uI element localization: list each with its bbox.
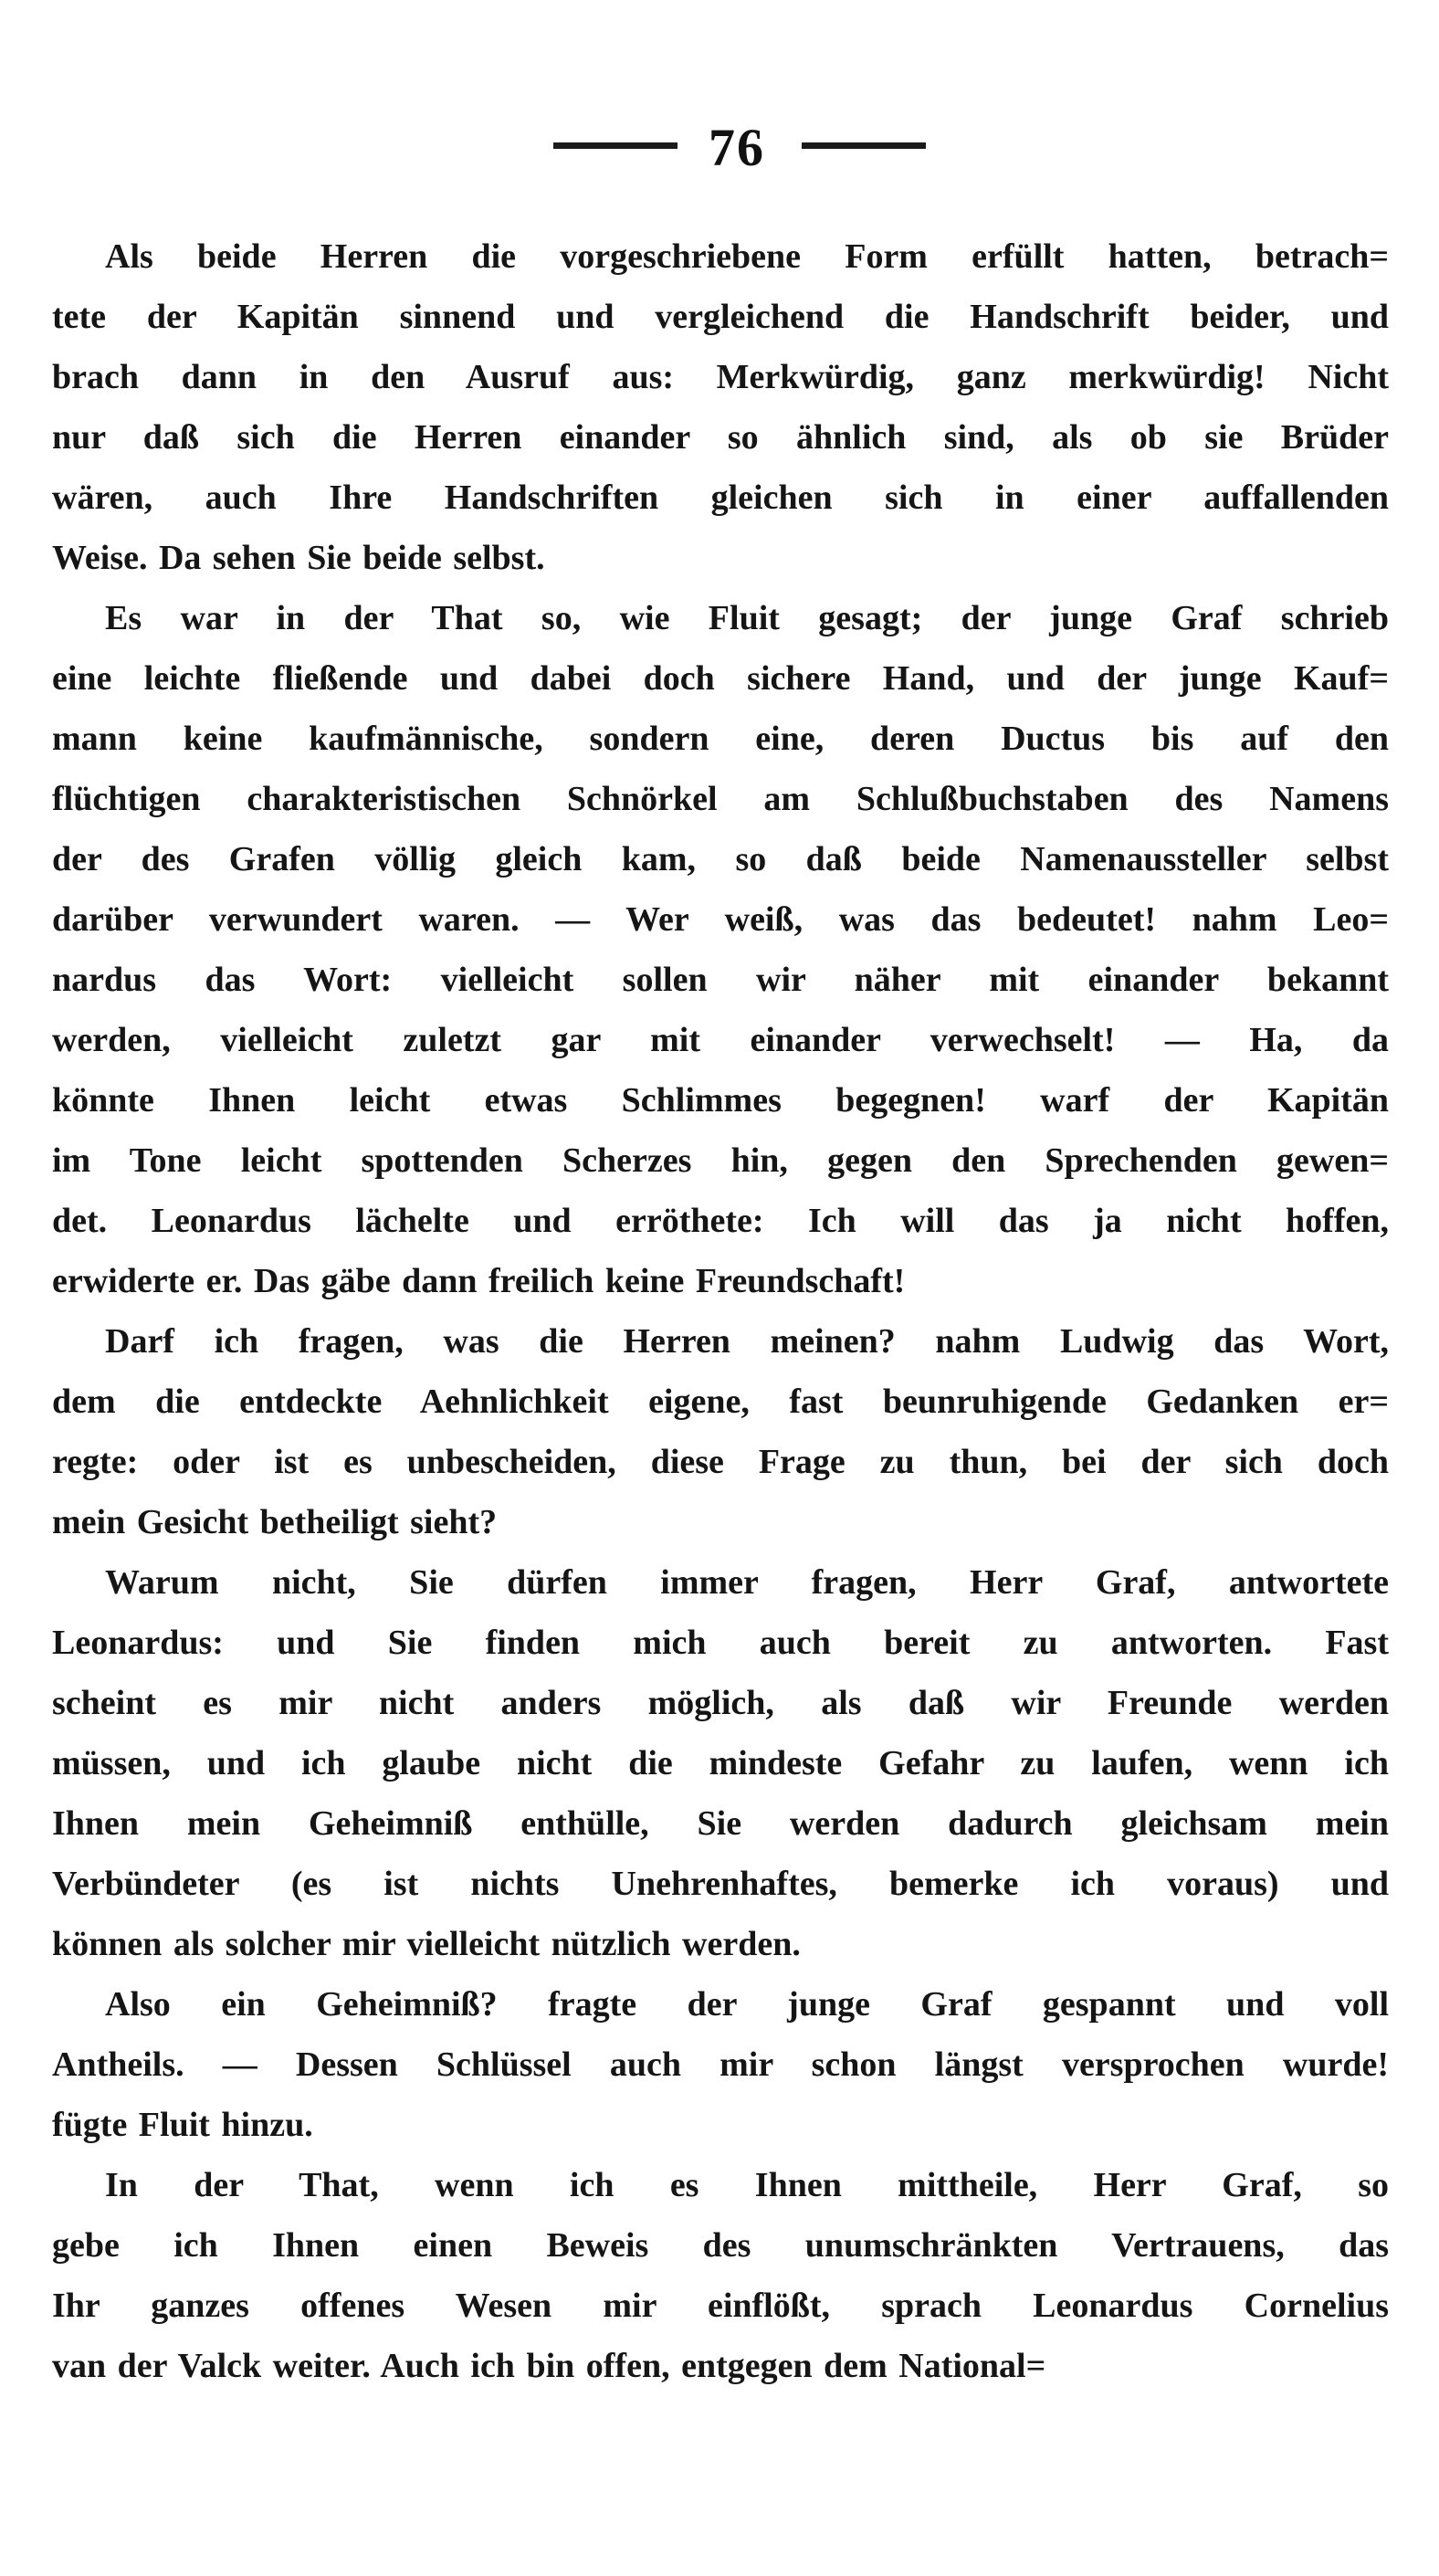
text-line: können als solcher mir vielleicht nützlich werden. — [52, 1925, 801, 1963]
text-line: darüber verwundert waren. — Wer weiß, was das bedeutet! nahm Leo= — [52, 900, 1389, 939]
text-line: nardus das Wort: vielleicht sollen wir näher mit einander bekannt — [52, 961, 1389, 999]
text-line: werden, vielleicht zuletzt gar mit einander verwechselt! — Ha, da — [52, 1021, 1389, 1059]
text-line: mann keine kaufmännische, sondern eine, deren Ductus bis auf den — [52, 720, 1389, 758]
text-line: Also ein Geheimniß? fragte der junge Graf gespannt und voll — [105, 1985, 1389, 2024]
paragraph — [52, 1552, 1389, 1974]
paragraph — [52, 226, 1389, 588]
header-rule-right — [802, 142, 926, 149]
text-line: dem die entdeckte Aehnlichkeit eigene, fast beunruhigende Gedanken er= — [52, 1383, 1389, 1421]
text-line: müssen, und ich glaube nicht die mindeste Gefahr zu laufen, wenn ich — [52, 1744, 1389, 1782]
text-line: brach dann in den Ausruf aus: Merkwürdig, ganz merkwürdig! Nicht — [52, 358, 1389, 396]
text-line: Warum nicht, Sie dürfen immer fragen, Herr Graf, antwortete — [105, 1563, 1389, 1602]
text-block — [52, 226, 1389, 2396]
text-line: Weise. Da sehen Sie beide selbst. — [52, 539, 545, 577]
text-line: regte: oder ist es unbescheiden, diese Frage zu thun, bei der sich doch — [52, 1443, 1389, 1481]
paragraph — [52, 588, 1389, 1311]
text-line: Ihr ganzes offenes Wesen mir einflößt, sprach Leonardus Cornelius — [52, 2287, 1389, 2325]
paragraph — [52, 1311, 1389, 1552]
running-head — [20, 117, 1439, 178]
text-line: Antheils. — Dessen Schlüssel auch mir schon längst versprochen wurde! — [52, 2045, 1389, 2084]
text-line: könnte Ihnen leicht etwas Schlimmes begegnen! warf der Kapitän — [52, 1081, 1389, 1120]
text-line: Es war in der That so, wie Fluit gesagt; der junge Graf schrieb — [105, 599, 1389, 637]
text-line: van der Valck weiter. Auch ich bin offen, entgegen dem National= — [52, 2347, 1046, 2385]
page-number: 76 — [709, 118, 765, 177]
text-line: det. Leonardus lächelte und erröthete: Ich will das ja nicht hoffen, — [52, 1202, 1389, 1240]
text-line: Als beide Herren die vorgeschriebene Form erfüllt hatten, betrach= — [105, 237, 1389, 276]
text-line: gebe ich Ihnen einen Beweis des unumschränkten Vertrauens, das — [52, 2226, 1389, 2265]
text-line: mein Gesicht betheiligt sieht? — [52, 1503, 498, 1541]
text-line: flüchtigen charakteristischen Schnörkel am Schlußbuchstaben des Namens — [52, 780, 1389, 818]
text-line: wären, auch Ihre Handschriften gleichen sich in einer auffallenden — [52, 478, 1389, 517]
text-line: Verbündeter (es ist nichts Unehrenhaftes, bemerke ich voraus) und — [52, 1865, 1389, 1903]
text-line: der des Grafen völlig gleich kam, so daß beide Namenaussteller selbst — [52, 840, 1389, 878]
header-rule-left — [553, 142, 677, 149]
text-line: Leonardus: und Sie finden mich auch bereit zu antworten. Fast — [52, 1624, 1389, 1662]
text-line: scheint es mir nicht anders möglich, als daß wir Freunde werden — [52, 1684, 1389, 1722]
text-line: Ihnen mein Geheimniß enthülle, Sie werden dadurch gleichsam mein — [52, 1804, 1389, 1843]
paragraph — [52, 2155, 1389, 2396]
text-line: nur daß sich die Herren einander so ähnlich sind, als ob sie Brüder — [52, 418, 1389, 457]
text-line: eine leichte fließende und dabei doch sichere Hand, und der junge Kauf= — [52, 659, 1389, 698]
text-line: im Tone leicht spottenden Scherzes hin, gegen den Sprechenden gewen= — [52, 1141, 1389, 1180]
text-line: tete der Kapitän sinnend und vergleichend die Handschrift beider, und — [52, 298, 1389, 336]
text-line: erwiderte er. Das gäbe dann freilich keine Freundschaft! — [52, 1262, 906, 1300]
paragraph — [52, 1974, 1389, 2155]
text-line: fügte Fluit hinzu. — [52, 2106, 313, 2144]
text-line: Darf ich fragen, was die Herren meinen? nahm Ludwig das Wort, — [105, 1322, 1389, 1361]
text-line: In der That, wenn ich es Ihnen mittheile, Herr Graf, so — [105, 2166, 1389, 2204]
